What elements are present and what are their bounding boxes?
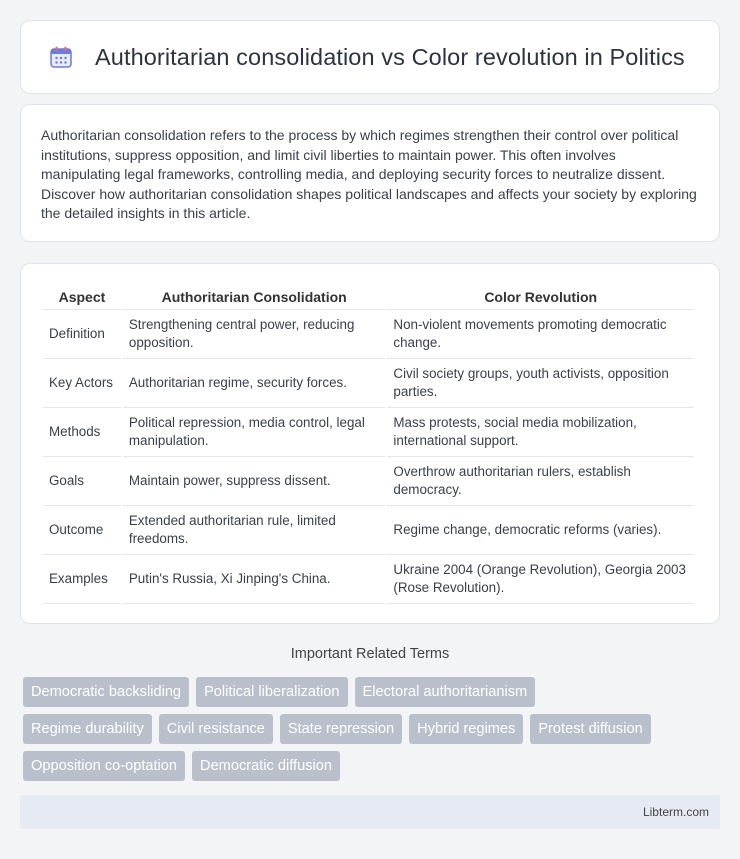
aspect-cell: Key Actors xyxy=(43,359,121,408)
authoritarian-cell: Strengthening central power, reducing opposition. xyxy=(123,310,386,359)
authoritarian-cell: Political repression, media control, legal manipulation. xyxy=(123,408,386,457)
authoritarian-cell: Putin's Russia, Xi Jinping's China. xyxy=(123,555,386,604)
column-header: Aspect xyxy=(43,284,121,310)
related-term-tag[interactable]: Regime durability xyxy=(23,714,152,744)
color-revolution-cell: Mass protests, social media mobilization, international support. xyxy=(387,408,694,457)
comparison-table xyxy=(41,284,696,604)
table-row xyxy=(43,555,694,604)
color-revolution-cell: Civil society groups, youth activists, opposition parties. xyxy=(387,359,694,408)
table-row xyxy=(43,457,694,506)
related-term-tag[interactable]: Democratic diffusion xyxy=(192,751,340,781)
color-revolution-cell: Regime change, democratic reforms (varies). xyxy=(387,506,694,555)
related-terms-heading: Important Related Terms xyxy=(290,646,450,662)
color-revolution-cell: Non-violent movements promoting democratic change. xyxy=(387,310,694,359)
related-term-tag[interactable]: Democratic backsliding xyxy=(23,677,189,707)
footer-site-link[interactable]: Libterm.com xyxy=(642,805,709,819)
authoritarian-cell: Authoritarian regime, security forces. xyxy=(123,359,386,408)
aspect-cell: Examples xyxy=(43,555,121,604)
table-header-row xyxy=(43,284,694,310)
comparison-table-card xyxy=(20,263,720,624)
aspect-cell: Goals xyxy=(43,457,121,506)
title-card xyxy=(20,20,720,94)
related-term-tag[interactable]: Civil resistance xyxy=(159,714,273,744)
related-term-tag[interactable]: Political liberalization xyxy=(196,677,347,707)
authoritarian-cell: Extended authoritarian rule, limited freedoms. xyxy=(123,506,386,555)
related-term-tag[interactable]: State repression xyxy=(280,714,402,744)
table-row xyxy=(43,506,694,555)
authoritarian-cell: Maintain power, suppress dissent. xyxy=(123,457,386,506)
color-revolution-cell: Overthrow authoritarian rulers, establish democracy. xyxy=(387,457,694,506)
tag-row xyxy=(23,677,723,707)
aspect-cell: Outcome xyxy=(43,506,121,555)
aspect-cell: Methods xyxy=(43,408,121,457)
related-terms-list xyxy=(23,677,723,788)
related-term-tag[interactable]: Electoral authoritarianism xyxy=(355,677,536,707)
column-header: Authoritarian Consolidation xyxy=(123,284,386,310)
color-revolution-cell: Ukraine 2004 (Orange Revolution), Georgia 2003 (Rose Revolution). xyxy=(387,555,694,604)
table-row xyxy=(43,408,694,457)
table-row xyxy=(43,310,694,359)
table-row xyxy=(43,359,694,408)
tag-row xyxy=(23,714,723,744)
page-title: Authoritarian consolidation vs Color revolution in Politics xyxy=(95,43,685,70)
tag-row xyxy=(23,751,723,781)
calendar-icon xyxy=(48,44,74,70)
related-term-tag[interactable]: Opposition co-optation xyxy=(23,751,185,781)
intro-card xyxy=(20,104,720,242)
footer xyxy=(20,795,720,829)
aspect-cell: Definition xyxy=(43,310,121,359)
related-term-tag[interactable]: Hybrid regimes xyxy=(409,714,523,744)
intro-text: Authoritarian consolidation refers to the process by which regimes strengthen their control over political institutions, suppress opposition, and limit civil liberties to maintain power. This often involves manipulating legal frameworks, controlling media, and deploying security forces to neutralize dissent. Discover how authoritarian consolidation shapes political landscapes and affects your society by exploring the detailed insights in this article. xyxy=(41,127,697,221)
column-header: Color Revolution xyxy=(387,284,694,310)
related-term-tag[interactable]: Protest diffusion xyxy=(530,714,650,744)
